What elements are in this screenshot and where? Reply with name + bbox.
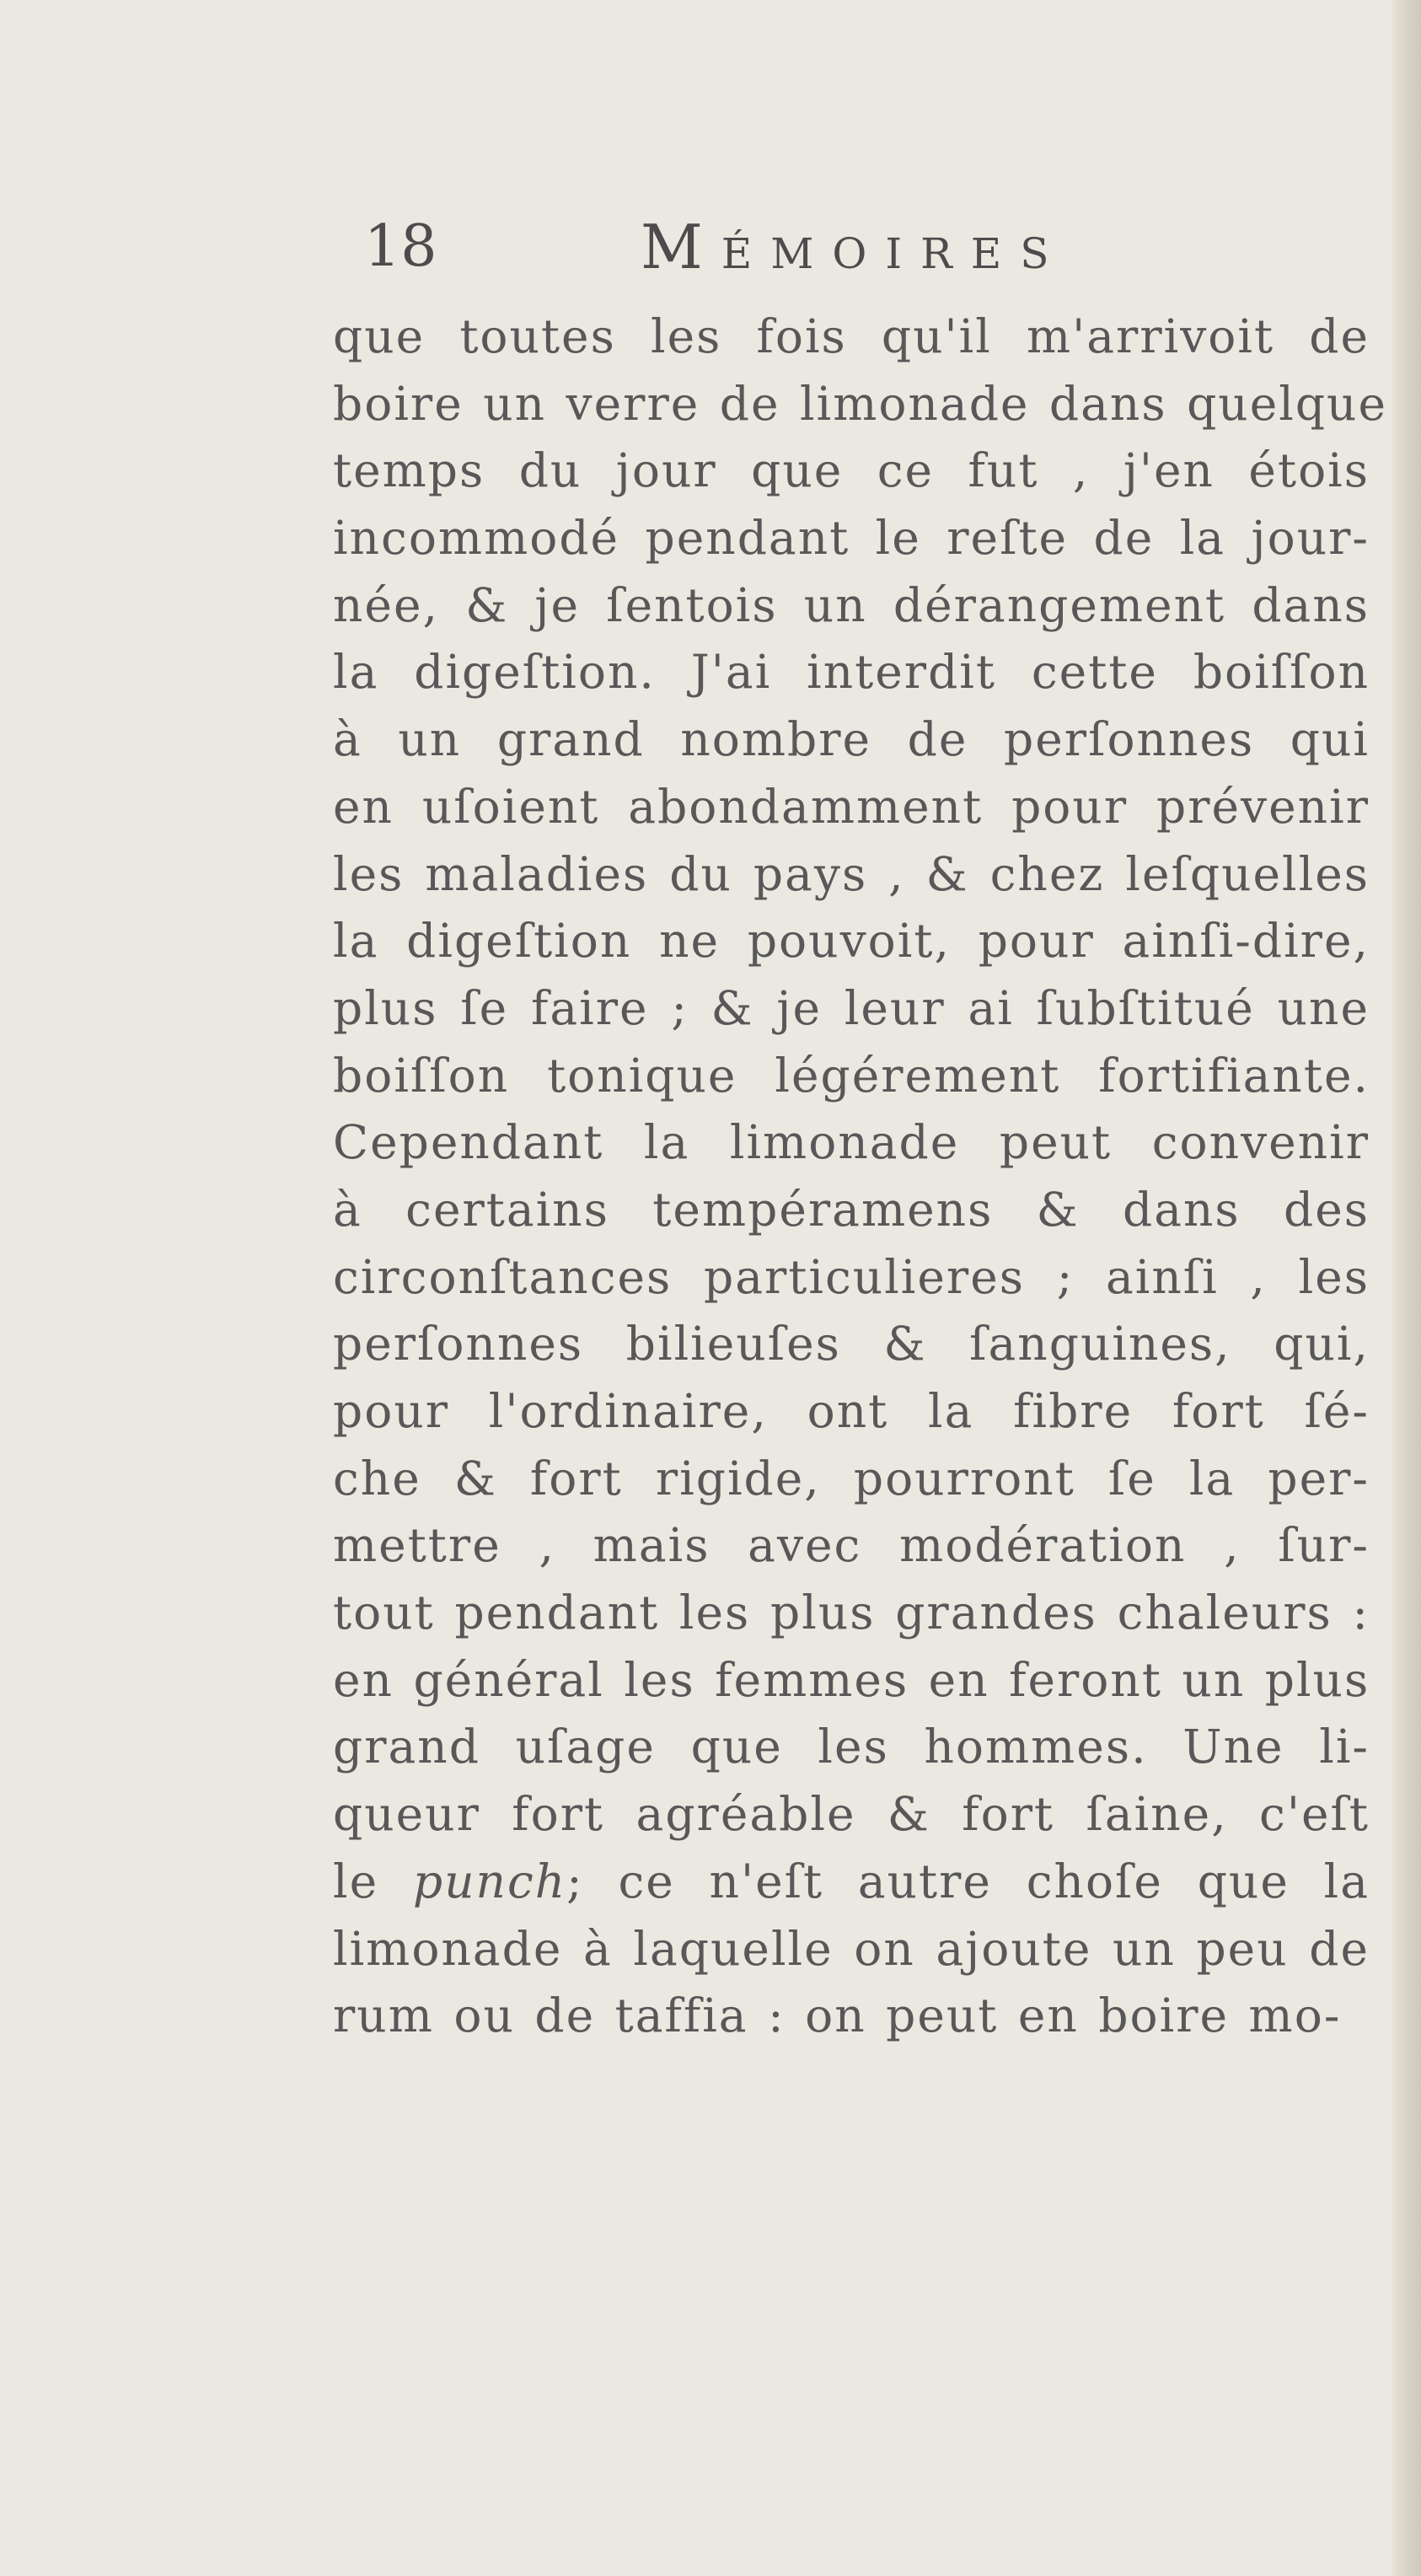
text-line: à un grand nombre de perſonnes qui [333,712,1370,767]
text-line: rum ou de taffia : on peut en boire mo- [333,1988,1342,2043]
text-line: la digeſtion. J'ai interdit cette boiſſon [333,645,1370,700]
text-fragment: le [333,1854,413,1908]
text-line-with-italic [333,1849,1370,1916]
text-line: en uſoient abondamment pour prévenir [333,779,1370,834]
text-line: perſonnes bilieuſes & ſanguines, qui, [333,1317,1370,1371]
body-text [333,303,1388,2050]
text-line: en général les femmes en feront un plus [333,1652,1370,1707]
text-line: queur fort agréable & fort ſaine, c'eſt [333,1787,1370,1842]
text-line: mettre , mais avec modération , ſur- [333,1518,1370,1573]
text-line: temps du jour que ce fut , j'en étois [333,443,1370,498]
text-fragment: ; ce n'eſt autre choſe que la [566,1854,1370,1908]
page-header [0,209,1421,285]
text-line: limonade à laquelle on ajoute un peu de [333,1921,1370,1976]
page-number: 18 [364,213,437,280]
text-line: que toutes les fois qu'il m'arrivoit de [333,309,1370,363]
text-line: à certains tempéramens & dans des [333,1182,1370,1237]
text-line: née, & je ſentois un dérangement dans [333,577,1370,632]
text-line: la digeſtion ne pouvoit, pour ainſi-dire, [333,914,1370,969]
text-line: Cependant la limonade peut convenir [333,1115,1370,1170]
text-line: che & fort rigide, pourront ſe la per- [333,1451,1370,1505]
text-line: grand uſage que les hommes. Une li- [333,1720,1370,1774]
text-line: boiſſon tonique légérement fortifiante. [333,1048,1370,1103]
text-line: circonſtances particulieres ; ainſi , les [333,1249,1370,1304]
text-line: pour l'ordinaire, ont la fibre fort ſé- [333,1384,1370,1438]
text-line: incommodé pendant le reſte de la jour- [333,511,1370,566]
text-line: les maladies du pays , & chez leſquelles [333,846,1370,901]
running-head: Mémoires [641,212,1068,282]
text-line: plus ſe faire ; & je leur ai ſubſtitué une [333,980,1370,1035]
text-line: tout pendant les plus grandes chaleurs : [333,1586,1370,1640]
text-line: boire un verre de limonade dans quelque [333,376,1388,431]
page-gutter-shadow [1392,0,1421,2576]
italic-word: punch [412,1854,567,1908]
